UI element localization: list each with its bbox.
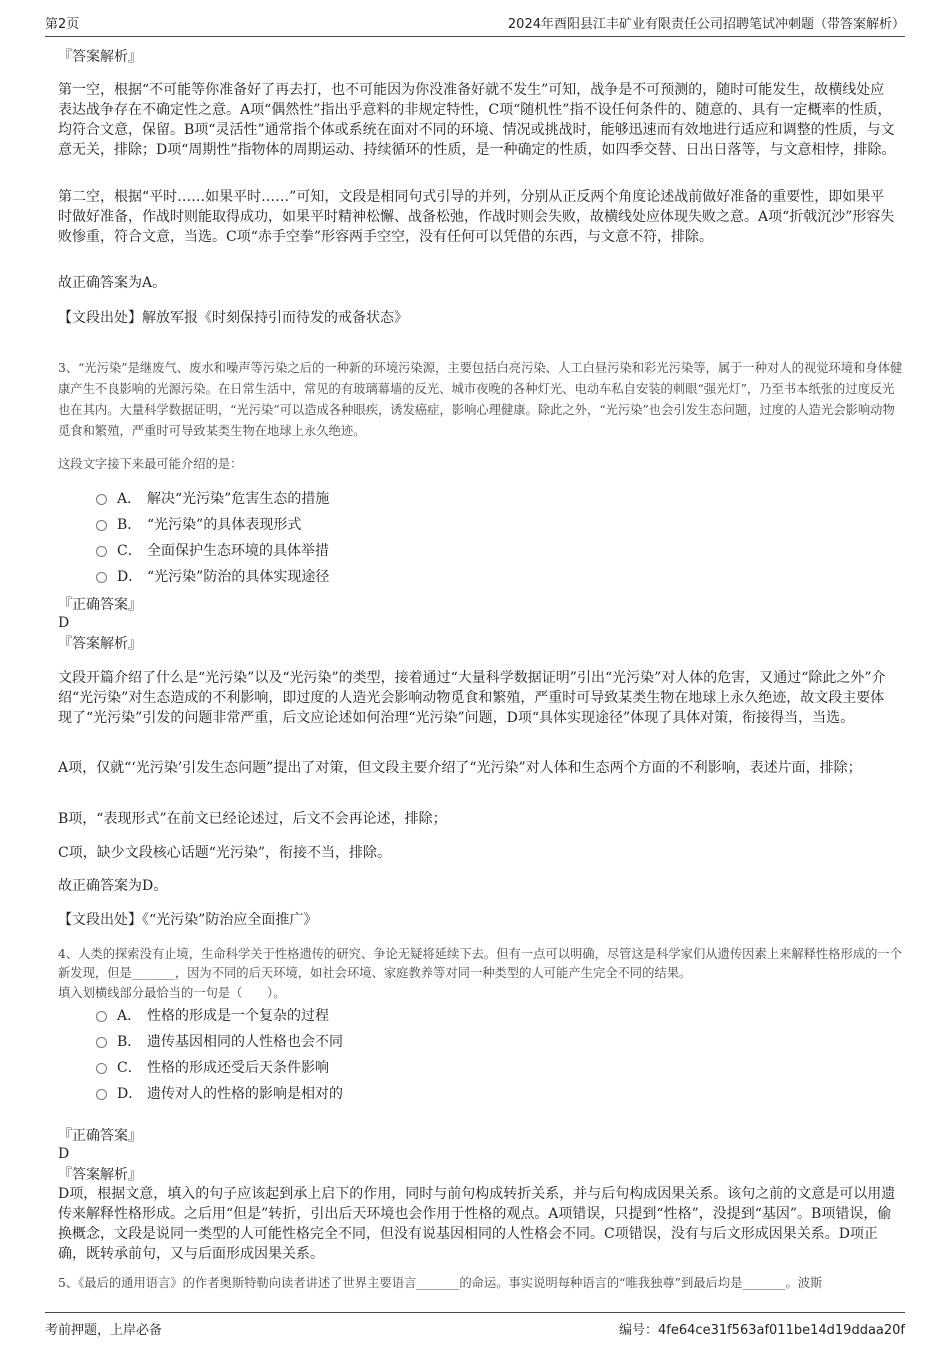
document-id: 编号：4fe64ce31f563af011be14d19ddaa20f	[619, 1323, 905, 1338]
q3-option-a[interactable]	[96, 489, 329, 509]
page-footer	[45, 1312, 905, 1341]
q3-analysis-label: 『答案解析』	[58, 636, 142, 652]
radio-icon[interactable]	[96, 1037, 107, 1048]
q2-conclusion: 故正确答案为A。	[58, 275, 167, 291]
radio-icon[interactable]	[96, 1011, 107, 1022]
option-text: 性格的形成是一个复杂的过程	[147, 1008, 329, 1024]
radio-icon[interactable]	[96, 520, 107, 531]
option-letter: B．	[117, 1034, 142, 1050]
q4-analysis-label: 『答案解析』	[58, 1167, 142, 1183]
option-text: “光污染”的具体表现形式	[147, 517, 302, 533]
q4-option-c[interactable]	[96, 1058, 329, 1078]
q4-answer: D	[58, 1146, 70, 1162]
q3-stem: 3、“光污染”是继废气、废水和噪声等污染之后的一种新的环境污染源，主要包括白亮污染、人工白昼污染和彩光污染等，属于一种对人的视觉环境和身体健康产生不良影响的光源污染。在日常生活中，常见的有玻璃幕墙的反光、城市夜晚的各种灯光、电动车私自安装的刺眼“强光灯”，乃至书本纸张的过度反光也在其内。大量科学数据证明，“光污染”可以造成各种眼疾，诱发癌症，影响心理健康。除此之外，“光污染”也会引发生态问题，过度的人造光会影响动物觅食和繁殖，严重时可导致某类生物在地球上永久绝迹。	[58, 361, 903, 438]
radio-icon[interactable]	[96, 546, 107, 557]
option-letter: D．	[117, 1086, 143, 1102]
option-text: 解决“光污染”危害生态的措施	[147, 491, 330, 507]
q5-stem: 5、《最后的通用语言》的作者奥斯特勒向读者讲述了世界主要语言_______的命运。事实说明每种语言的“唯我独尊”到最后均是_______。波斯	[58, 1276, 823, 1290]
q2-source: 【文段出处】解放军报《时刻保持引而待发的戒备状态》	[58, 310, 408, 326]
q4-question: 填入划横线部分最恰当的一句是（ ）。	[58, 986, 286, 1000]
option-letter: C．	[117, 543, 142, 559]
option-letter: D．	[117, 569, 143, 585]
radio-icon[interactable]	[96, 1089, 107, 1100]
q4-analysis-p1: D项，根据文意，填入的句子应该起到承上启下的作用，同时与前句构成转折关系，并与后句构成因果关系。该句之前的文意是可以用遗传来解释性格形成。之后用“但是”转折，引出后天环境也会作用于性格的观点。A项错误，只提到“性格”，没提到“基因”。B项错误，偷换概念，文段是说同一类型的人可能性格完全不同，但没有说基因相同的人性格会不同。C项错误，没有与后文形成因果关系。D项正确，既转承前句，又与后面形成因果关系。	[58, 1186, 896, 1262]
q3-analysis-p2: A项，仅就“‘光污染’引发生态问题”提出了对策，但文段主要介绍了“光污染”对人体和生态两个方面的不利影响，表述片面，排除；	[58, 760, 862, 776]
q3-analysis-p1: 文段开篇介绍了什么是“光污染”以及“光污染”的类型，接着通过“大量科学数据证明”引出“光污染”对人体的危害，又通过“除此之外”介绍“光污染”对生态造成的不利影响，即过度的人造光会影响动物觅食和繁殖，严重时可导致某类生物在地球上永久绝迹，故文段主要体现了“光污染”引发的问题非常严重，后文应论述如何治理“光污染”问题，D项“具体实现途径”体现了具体对策，衔接得当，当选。	[58, 670, 886, 726]
q3-option-d[interactable]	[96, 567, 329, 587]
page-header	[45, 10, 905, 37]
q3-conclusion: 故正确答案为D。	[58, 878, 168, 894]
q3-analysis-p3: B项，“表现形式”在前文已经论述过，后文不会再论述，排除；	[58, 811, 447, 827]
document-title: 2024年酉阳县江丰矿业有限责任公司招聘笔试冲刺题（带答案解析）	[507, 17, 905, 32]
option-letter: B．	[117, 517, 142, 533]
q3-answer-label: 『正确答案』	[58, 597, 142, 613]
q4-option-d[interactable]	[96, 1084, 343, 1104]
q4-option-a[interactable]	[96, 1006, 329, 1026]
q3-question: 这段文字接下来最可能介绍的是：	[58, 457, 243, 471]
q3-answer: D	[58, 615, 70, 631]
page-number: 第2页	[45, 17, 80, 32]
option-letter: C．	[117, 1060, 142, 1076]
option-text: “光污染”防治的具体实现途径	[147, 569, 330, 585]
radio-icon[interactable]	[96, 572, 107, 583]
option-text: 遗传基因相同的人性格也会不同	[147, 1034, 343, 1050]
option-text: 全面保护生态环境的具体举措	[147, 543, 329, 559]
q4-answer-label: 『正确答案』	[58, 1128, 142, 1144]
q3-analysis-p4: C项，缺少文段核心话题“光污染”，衔接不当，排除。	[58, 845, 392, 861]
radio-icon[interactable]	[96, 494, 107, 505]
radio-icon[interactable]	[96, 1063, 107, 1074]
q2-analysis-label: 『答案解析』	[58, 49, 142, 65]
q4-stem: 4、人类的探索没有止境，生命科学关于性格遗传的研究、争论无疑将延续下去。但有一点可以明确，尽管这是科学家们从遗传因素上来解释性格形成的一个新发现，但是_______，因为不同的后天环境，如社会环境、家庭教养等对同一种类型的人可能产生完全不同的结果。	[58, 947, 903, 980]
q3-source: 【文段出处】《“光污染”防治应全面推广》	[58, 912, 318, 928]
q2-analysis-p2: 第二空，根据“平时……如果平时……”可知，文段是相同句式引导的并列，分别从正反两个角度论述战前做好准备的重要性，即如果平时做好准备，作战时则能取得成功，如果平时精神松懈、战备松弛，作战时则会失败，故横线处应体现失败之意。A项“折戟沉沙”形容失败惨重，符合文意，当选。C项“赤手空拳”形容两手空空，没有任何可以凭借的东西，与文意不符，排除。	[58, 189, 895, 245]
q3-option-c[interactable]	[96, 541, 329, 561]
option-text: 遗传对人的性格的影响是相对的	[147, 1086, 343, 1102]
option-letter: A．	[117, 1008, 142, 1024]
q4-option-b[interactable]	[96, 1032, 343, 1052]
q2-analysis-p1: 第一空，根据“不可能等你准备好了再去打，也不可能因为你没准备好就不发生”可知，战争是不可预测的，随时可能发生，故横线处应表达战争存在不确定性之意。A项“偶然性”指出乎意料的非规定特性，C项“随机性”指不设任何条件的、随意的、具有一定概率的性质，均符合文意，保留。B项“灵活性”通常指个体或系统在面对不同的环境、情况或挑战时，能够迅速而有效地进行适应和调整的性质，与文意无关，排除；D项“周期性”指物体的周期运动、持续循环的性质，是一种确定的性质，如四季交替、日出日落等，与文意相悖，排除。	[58, 82, 896, 158]
q3-option-b[interactable]	[96, 515, 301, 535]
option-text: 性格的形成还受后天条件影响	[147, 1060, 329, 1076]
option-letter: A．	[117, 491, 142, 507]
footer-slogan: 考前押题，上岸必备	[45, 1323, 163, 1338]
